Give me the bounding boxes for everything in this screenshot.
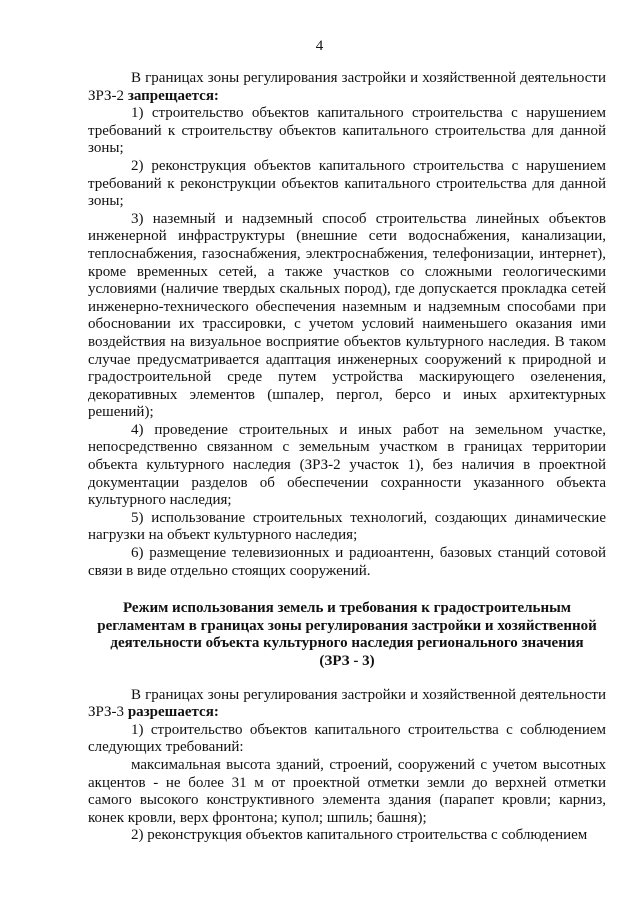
section1-item-3: 3) наземный и надземный способ строительства линейных объектов инженерной инфраструктуры (внешние сети водоснабжения, канализации, теплоснабжения, газоснабжения, электроснабжения, телефонизации, интернет), кроме временных сетей, а также участков со сложными геологическими условиями (наличие твердых скальных пород), где допускается прокладка сетей инженерно-технического обеспечения наземным и надземным способами при обосновании их трассировки, с учетом условий наименьшего оказания ими воздействия на визуальное восприятие объектов культурного наследия. В таком случае предусматривается адаптация инженерных сооружений к природной и градостроительной среде путем устройства маскирующего озеленения, декоративных элементов (шпалер, пергол, берсо и иных архитектурных решений);: [88, 210, 606, 421]
document-body: [88, 70, 606, 845]
section2-intro-text: В границах зоны регулирования застройки и хозяйственной деятельности ЗРЗ-3: [88, 686, 606, 721]
section1-item-6: 6) размещение телевизионных и радиоантенн, базовых станций сотовой связи в виде отдельно стоящих сооружений.: [88, 545, 606, 579]
section2-heading: [88, 600, 606, 670]
section2-item-1-requirement: максимальная высота зданий, строений, сооружений с учетом высотных акцентов - не более 31 м от проектной отметки земли до верхней отметки самого высокого конструктивного элемента здания (парапет кровли; карниз, конек кровли, верх фронтона; купол; шпиль; башня);: [88, 756, 606, 826]
section1-intro-text: В границах зоны регулирования застройки и хозяйственной деятельности ЗРЗ-2: [88, 70, 606, 104]
heading-line-1: Режим использования земель и требования к градостроительным: [122, 600, 572, 617]
heading-line-3: деятельности объекта культурного наследия регионального значения: [110, 635, 584, 652]
section1-item-5: 5) использование строительных технологий, создающих динамические нагрузки на объект культурного наследия;: [88, 509, 606, 544]
section1-item-4: 4) проведение строительных и иных работ на земельном участке, непосредственно связанном с земельным участком в границах территории объекта культурного наследия (ЗРЗ-2 участок 1), без наличия в проектной документации разделов об обеспечении сохранности указанного объекта культурного наследия;: [88, 421, 606, 509]
section2-item-2: 2) реконструкция объектов капитального строительства с соблюдением: [131, 827, 588, 844]
section1-item-2: 2) реконструкция объектов капитального строительства с нарушением требований к реконструкции объектов капитального строительства для данной зоны;: [88, 157, 606, 210]
heading-line-4: (ЗРЗ - 3): [319, 653, 375, 669]
section2-item-1: 1) строительство объектов капитального строительства с соблюдением следующих требований:: [88, 721, 606, 756]
section2-intro: [88, 687, 606, 722]
page-number: 4: [315, 38, 324, 54]
section2-intro-bold: разрешается:: [127, 704, 219, 721]
heading-line-2: регламентам в границах зоны регулирования застройки и хозяйственной: [97, 617, 597, 634]
section1-intro-bold: запрещается:: [127, 87, 219, 104]
section1-intro: [88, 70, 606, 105]
section1-item-1: 1) строительство объектов капитального строительства с нарушением требований к строительству объектов капитального строительства для данной зоны;: [88, 105, 606, 157]
